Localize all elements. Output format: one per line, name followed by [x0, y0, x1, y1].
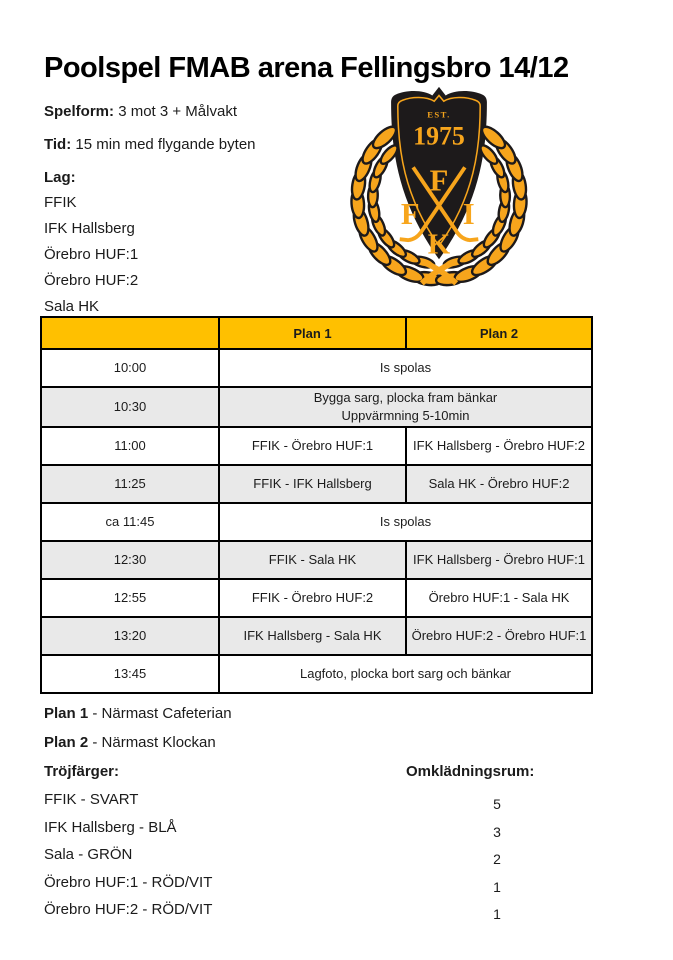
plan2-match-cell: IFK Hallsberg - Örebro HUF:1 — [406, 541, 592, 579]
svg-text:F: F — [400, 196, 420, 231]
omkladningsrum-label: Omklädningsrum: — [406, 763, 535, 780]
time-cell: 11:00 — [41, 427, 219, 465]
jersey-row — [44, 789, 619, 817]
activity-line: Is spolas — [379, 514, 432, 529]
schedule-row — [41, 349, 592, 387]
schedule-row — [41, 387, 592, 427]
jersey-team: Sala - GRÖN — [44, 846, 133, 863]
plan1-match-cell: FFIK - IFK Hallsberg — [219, 465, 406, 503]
svg-text:I: I — [462, 196, 475, 231]
activity-cell — [219, 387, 592, 427]
schedule-row — [41, 579, 592, 617]
plan1-match-cell: FFIK - Örebro HUF:1 — [219, 427, 406, 465]
dressing-room-number: 1 — [493, 906, 501, 922]
time-cell: ca 11:45 — [41, 503, 219, 541]
plan2-match-cell: Örebro HUF:1 - Sala HK — [406, 579, 592, 617]
activity-cell — [219, 503, 592, 541]
dressing-room-number: 2 — [493, 851, 501, 867]
dressing-room-number: 5 — [493, 796, 501, 812]
plan2-note-label: Plan 2 — [44, 734, 89, 751]
schedule-row — [41, 541, 592, 579]
dressing-room-number: 1 — [493, 878, 501, 895]
jersey-team: Örebro HUF:1 - RÖD/VIT — [44, 873, 213, 891]
schedule-row — [41, 617, 592, 655]
team-list — [44, 190, 138, 320]
schedule-row — [41, 655, 592, 693]
plan2-column-header: Plan 2 — [406, 317, 592, 349]
jersey-row — [44, 817, 619, 845]
team-list-item: Sala HK — [44, 298, 100, 315]
plan1-match-cell: FFIK - Sala HK — [219, 541, 406, 579]
plan2-note — [44, 733, 619, 752]
tid-value: 15 min med flygande byten — [75, 136, 256, 153]
jersey-row — [44, 899, 619, 927]
plan1-match-cell: IFK Hallsberg - Sala HK — [219, 617, 406, 655]
svg-text:F: F — [429, 163, 449, 198]
plan1-note-label: Plan 1 — [44, 705, 89, 722]
tid-line — [44, 136, 256, 153]
schedule-row — [41, 427, 592, 465]
jersey-team: FFIK - SVART — [44, 791, 139, 808]
jersey-team: Örebro HUF:2 - RÖD/VIT — [44, 901, 213, 918]
plan1-note-desc: - Närmast Cafeterian — [88, 705, 232, 722]
jersey-row — [44, 872, 619, 900]
schedule-row — [41, 465, 592, 503]
jersey-list — [44, 789, 619, 927]
tid-label: Tid: — [44, 136, 72, 153]
plan1-match-cell: FFIK - Örebro HUF:2 — [219, 579, 406, 617]
spelform-value: 3 mot 3 + Målvakt — [118, 103, 237, 120]
svg-text:EST.: EST. — [427, 109, 451, 120]
activity-cell — [219, 655, 592, 693]
footer-column-headers — [44, 762, 619, 781]
plan2-match-cell: IFK Hallsberg - Örebro HUF:2 — [406, 427, 592, 465]
time-cell: 13:45 — [41, 655, 219, 693]
team-list-item: IFK Hallsberg — [44, 220, 135, 237]
page-title: Poolspel FMAB arena Fellingsbro 14/12 — [44, 52, 569, 84]
spelform-label: Spelform: — [44, 103, 115, 120]
activity-line: Uppvärmning 5-10min — [341, 408, 470, 423]
team-list-item: Örebro HUF:1 — [44, 246, 139, 263]
time-cell: 12:55 — [41, 579, 219, 617]
plan2-match-cell: Örebro HUF:2 - Örebro HUF:1 — [406, 617, 592, 655]
team-list-item: FFIK — [44, 194, 77, 211]
trojfarger-label: Tröjfärger: — [44, 763, 120, 780]
time-column-header — [41, 317, 219, 349]
schedule-header-row — [41, 317, 592, 349]
schedule-body — [41, 349, 592, 693]
activity-line: Is spolas — [379, 360, 432, 375]
time-cell: 12:30 — [41, 541, 219, 579]
svg-text:K: K — [427, 228, 451, 261]
schedule-row — [41, 503, 592, 541]
svg-text:1975: 1975 — [413, 121, 465, 151]
time-cell: 10:00 — [41, 349, 219, 387]
activity-line: Lagfoto, plocka bort sarg och bänkar — [299, 666, 512, 681]
activity-cell — [219, 349, 592, 387]
time-cell: 13:20 — [41, 617, 219, 655]
footer-notes — [44, 704, 619, 927]
plan1-column-header: Plan 1 — [219, 317, 406, 349]
plan1-note — [44, 704, 619, 723]
club-crest-logo — [343, 83, 535, 289]
team-list-item: Örebro HUF:2 — [44, 272, 139, 289]
spelform-line — [44, 103, 237, 120]
jersey-team: IFK Hallsberg - BLÅ — [44, 818, 177, 836]
lag-label: Lag: — [44, 169, 76, 186]
jersey-row — [44, 844, 619, 872]
plan2-note-desc: - Närmast Klockan — [88, 734, 216, 751]
schedule-table — [40, 316, 593, 694]
activity-line: Bygga sarg, plocka fram bänkar — [313, 390, 498, 405]
dressing-room-number: 3 — [493, 823, 501, 840]
time-cell: 10:30 — [41, 387, 219, 427]
plan2-match-cell: Sala HK - Örebro HUF:2 — [406, 465, 592, 503]
time-cell: 11:25 — [41, 465, 219, 503]
